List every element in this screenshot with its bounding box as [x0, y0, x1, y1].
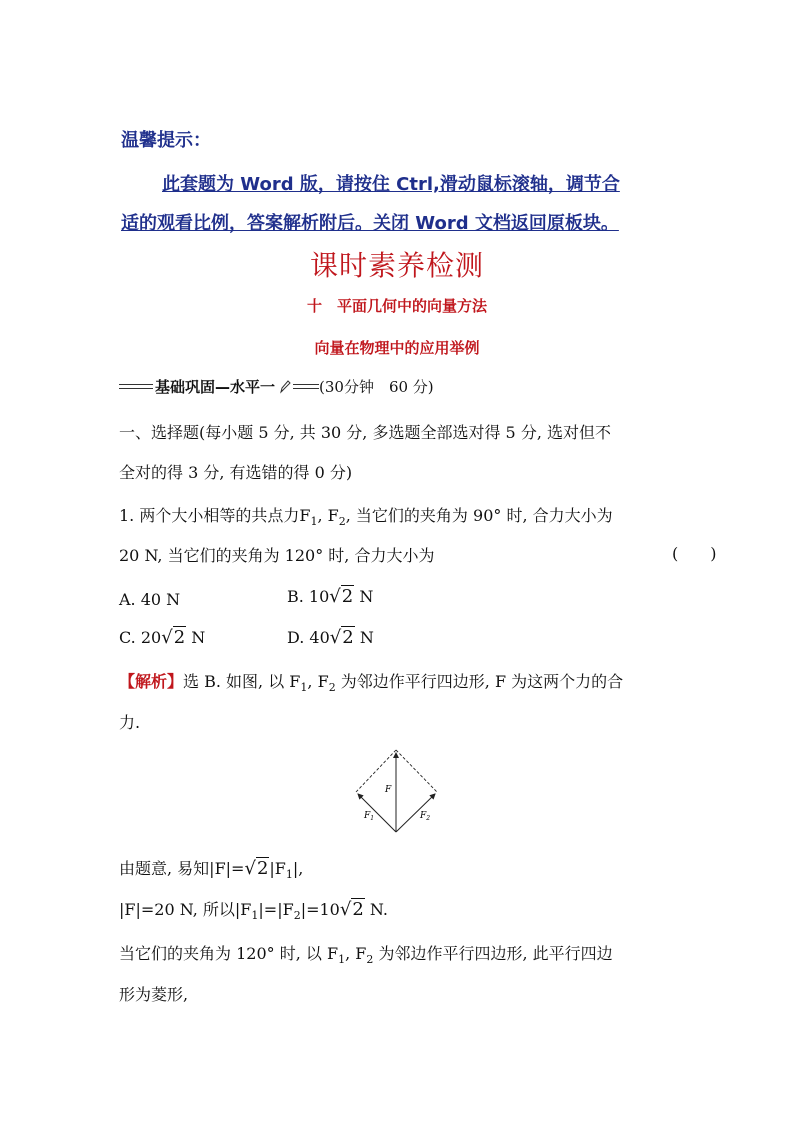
section-bar [119, 376, 434, 397]
fig-label-f1-main: F [364, 811, 371, 821]
analysis-eq-1 [119, 856, 303, 881]
analysis-text-a: 选 B. 如图, 以 F [183, 672, 301, 691]
fig-label-f: F [385, 785, 392, 795]
option-c [119, 627, 205, 648]
sqrt-radicand: 2 [256, 858, 269, 879]
option-c-text: C. 20 [119, 628, 162, 647]
fig-label-f2-sub: 2 [426, 815, 431, 822]
force-diagram [350, 748, 446, 834]
q1-sub-2: 2 [338, 515, 346, 529]
line3-sub-1: 1 [338, 953, 346, 967]
double-rule-right [293, 384, 319, 389]
analysis-sub-1: 1 [300, 681, 308, 695]
sqrt-symbol: √2 [339, 899, 364, 920]
analysis-line-4: 形为菱形, [119, 985, 189, 1004]
tip-line-2: 适的观看比例，答案解析附后。关闭 Word 文档返回原板块。 [121, 213, 619, 234]
option-b [287, 586, 373, 607]
line3-sub-2: 2 [366, 953, 374, 967]
q1-sub-1: 1 [310, 515, 318, 529]
analysis-line-3 [119, 941, 613, 966]
question-1-line-2: 20 N, 当它们的夹角为 120° 时, 合力大小为 [119, 546, 435, 565]
part1-line-2: 全对的得 3 分, 有选错的得 0 分) [119, 463, 353, 482]
analysis-line-2: 力. [119, 713, 141, 732]
sqrt-radicand: 2 [173, 627, 186, 648]
page-title: 课时素养检测 [309, 249, 484, 282]
answer-paren: ( ) [672, 544, 717, 563]
q1-text-b: , F [317, 506, 339, 525]
pencil-icon [279, 380, 291, 394]
lesson-subtitle: 十 平面几何中的向量方法 [306, 297, 487, 315]
analysis-eq-2 [119, 897, 388, 922]
section-label: 基础巩固—水平一 [155, 378, 276, 396]
sqrt-radicand: 2 [342, 627, 354, 648]
option-b-text: B. 10 [287, 587, 330, 606]
analysis-text-c: 为邻边作平行四边形, F 为这两个力的合 [335, 672, 624, 691]
option-c-unit: N [186, 628, 206, 647]
line3-text-b: , F [345, 944, 367, 963]
eq2-text-a: |F|=20 N, 所以|F [119, 900, 252, 919]
double-rule-left [119, 384, 153, 389]
sqrt-symbol: √2 [244, 858, 269, 879]
tip-line-1: 此套题为 Word 版，请按住 Ctrl,滑动鼠标滚轴，调节合 [162, 174, 620, 195]
section-time: (30分钟 60 分) [319, 378, 434, 396]
eq2-text-d: N. [364, 900, 388, 919]
fig-label-f1-sub: 1 [370, 815, 375, 822]
eq2-text-c: |=10 [300, 900, 340, 919]
option-d [287, 627, 374, 648]
option-d-text: D. 40 [287, 628, 330, 647]
q1-text-a: 1. 两个大小相等的共点力F [119, 506, 311, 525]
line3-text-a: 当它们的夹角为 120° 时, 以 F [119, 944, 339, 963]
eq1-text-a: 由题意, 易知|F|= [119, 859, 245, 878]
eq2-sub-2: 2 [293, 909, 301, 923]
eq1-text-b: |F [269, 859, 286, 878]
analysis-text-b: , F [307, 672, 329, 691]
fig-label-f2 [419, 811, 430, 822]
option-a: A. 40 N [119, 590, 181, 609]
eq2-sub-1: 1 [251, 909, 259, 923]
sqrt-radicand: 2 [352, 899, 364, 920]
option-b-unit: N [354, 587, 374, 606]
eq1-text-c: |, [292, 859, 304, 878]
sqrt-symbol: √2 [329, 627, 354, 648]
sqrt-symbol: √2 [329, 586, 354, 607]
tip-heading: 温馨提示： [121, 130, 211, 151]
analysis-tag: 【解析】 [119, 672, 184, 691]
sqrt-radicand: 2 [341, 586, 354, 607]
eq2-text-b: |=|F [258, 900, 294, 919]
analysis-sub-2: 2 [328, 681, 336, 695]
question-1-line-1 [119, 503, 613, 528]
line3-text-c: 为邻边作平行四边形, 此平行四边 [373, 944, 613, 963]
part1-line-1: 一、选择题(每小题 5 分, 共 30 分, 多选题全部选对得 5 分, 选对但不 [119, 423, 611, 442]
sqrt-symbol: √2 [161, 627, 186, 648]
fig-label-f1 [363, 811, 374, 822]
analysis-line-1 [119, 669, 623, 694]
lesson-topic: 向量在物理中的应用举例 [314, 339, 480, 357]
q1-text-c: , 当它们的夹角为 90° 时, 合力大小为 [345, 506, 613, 525]
eq1-sub-1: 1 [285, 868, 293, 882]
option-d-unit: N [354, 628, 374, 647]
fig-label-f2-main: F [420, 811, 427, 821]
